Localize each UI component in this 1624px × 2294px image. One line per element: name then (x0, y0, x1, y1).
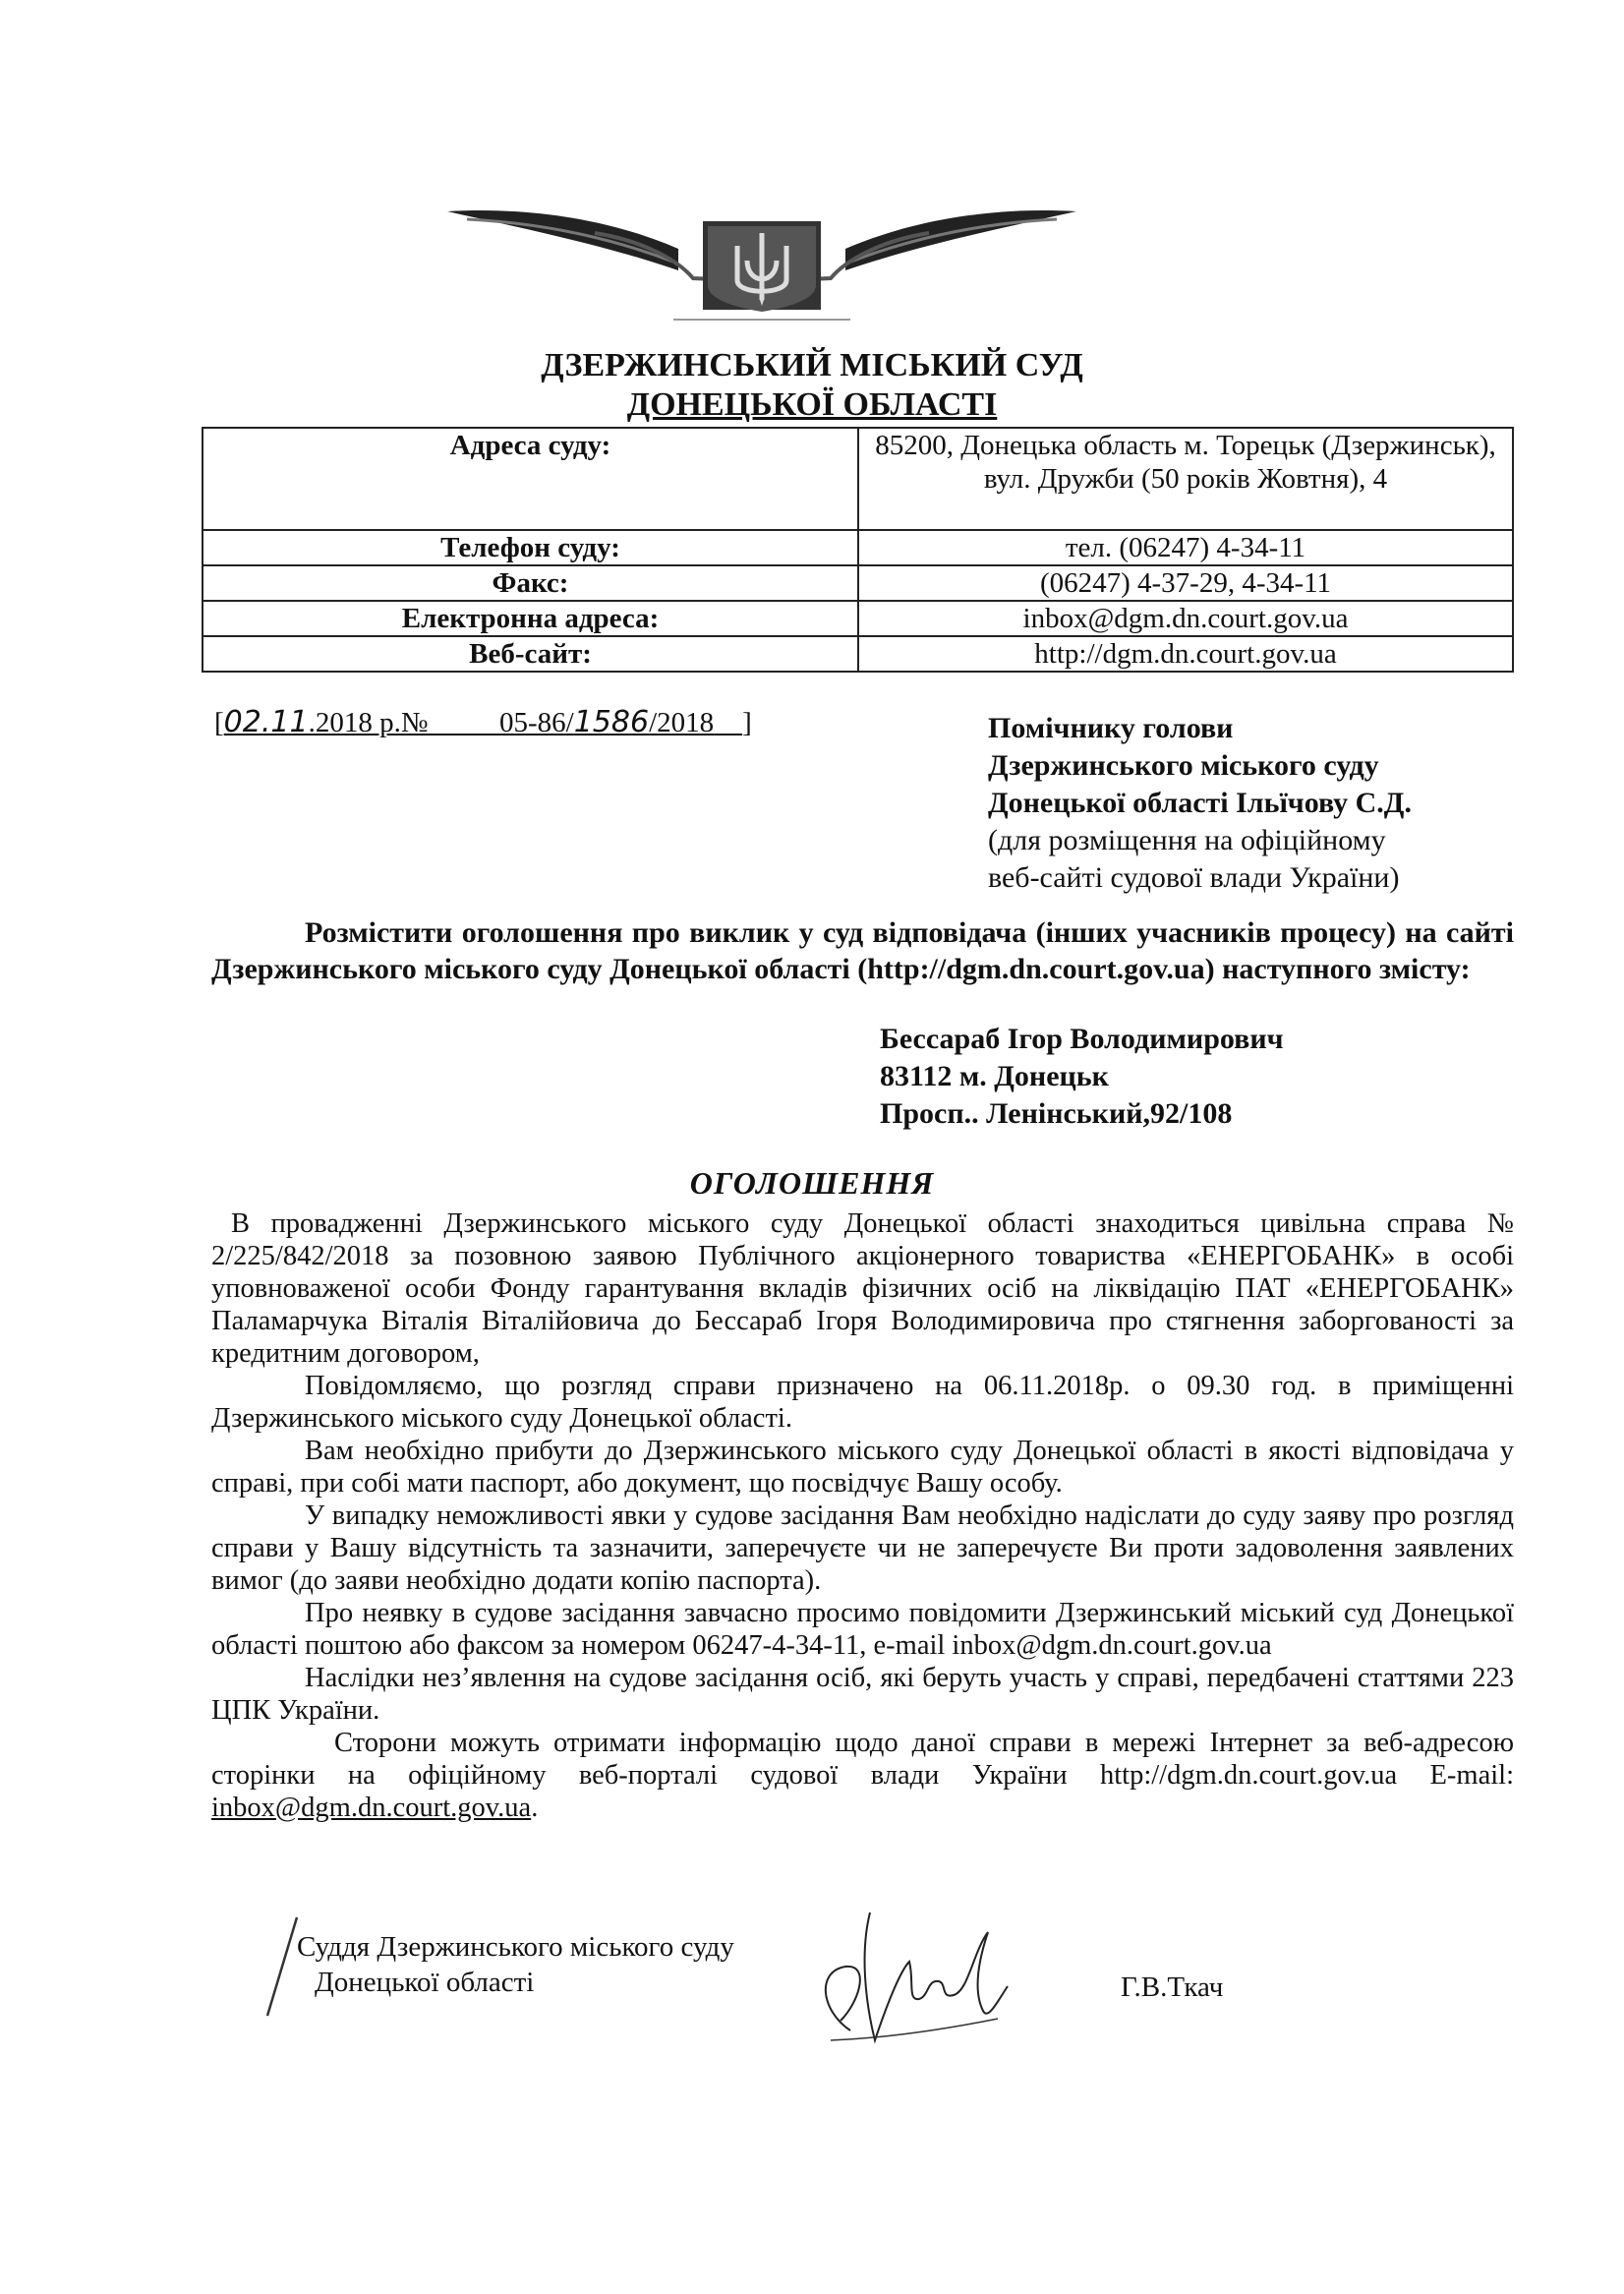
number-prefix: 05-86/ (498, 707, 574, 738)
recipient-block (988, 710, 1412, 897)
table-row (203, 565, 1513, 601)
addressee-name: Бессараб Ігор Володимирович (880, 1023, 1284, 1055)
court-emblem-logo (447, 202, 1076, 324)
addressee-block (880, 1021, 1284, 1133)
announcement-heading: ОГОЛОШЕННЯ (689, 1165, 935, 1201)
announcement-paragraph-3: Вам необхідно прибути до Дзержинського міського суду Донецької області в якості відповідача у справі, при собі мати паспорт, або документ, що посвідчує Вашу особу. (211, 1436, 1514, 1499)
website-value: http://dgm.dn.court.gov.ua (858, 636, 1513, 672)
recipient-line4: (для розміщення на офіційному (988, 824, 1386, 856)
addressee-city: 83112 м. Донецьк (880, 1060, 1109, 1092)
court-name-line1: ДЗЕРЖИНСЬКИЙ МІСЬКИЙ СУД (541, 347, 1083, 383)
bracket-close: ] (742, 707, 752, 738)
p7-end: . (531, 1793, 539, 1823)
email-label: Електронна адреса: (203, 601, 858, 636)
address-value: 85200, Донецька область м. Торецьк (Дзержинськ), вул. Дружби (50 років Жовтня), 4 (858, 428, 1513, 530)
announcement-paragraph-4: У випадку неможливості явки у судове засідання Вам необхідно надіслати до суду заяву про розгляд справи у Вашу відсутність та зазначити, заперечуєте чи не заперечуєте Ви проти задоволення заявлених вимог (до заяви необхідно додати копію паспорта). (211, 1500, 1514, 1596)
recipient-line3: Донецької області Ільїчову С.Д. (988, 787, 1412, 819)
email-value: inbox@dgm.dn.court.gov.ua (858, 601, 1513, 636)
recipient-line2: Дзержинського міського суду (988, 749, 1379, 782)
date-suffix: .2018 р.№ (308, 707, 429, 738)
table-row (203, 530, 1513, 565)
handwritten-number: 1586 (573, 705, 650, 739)
addressee-street: Просп.. Ленінський,92/108 (880, 1097, 1233, 1130)
signer-name: Г.В.Ткач (1121, 1971, 1224, 2003)
table-row (203, 428, 1513, 530)
p7-email-link[interactable]: inbox@dgm.dn.court.gov.ua (211, 1793, 532, 1823)
address-label: Адреса суду: (203, 428, 858, 530)
announcement-paragraph-1: В провадженні Дзержинського міського суду Донецької області знаходиться цивільна справа № 2/225/842/2018 за позовною заявою Публічного акціонерного товариства «ЕНЕРГОБАНК» в особі уповноваженої особи Фонду гарантування вкладів фізичних осіб на ліквідацію ПАТ «ЕНЕРГОБАНК» Паламарчука Віталія Віталійовича до Бессараб Ігоря Володимировича про стягнення заборгованості за кредитним договором, (211, 1208, 1514, 1369)
request-paragraph (211, 914, 1514, 987)
phone-label: Телефон суду: (203, 530, 858, 565)
recipient-line5: веб-сайті судової влади України) (988, 861, 1400, 894)
signature-title (297, 1929, 734, 2000)
court-name-line2: ДОНЕЦЬКОЇ ОБЛАСТІ (626, 386, 998, 423)
table-row (203, 636, 1513, 672)
court-contacts-table (202, 427, 1514, 673)
announcement-paragraph-6: Наслідки нез’явлення на судове засідання осіб, які беруть участь у справі, передбачені статтями 223 ЦПК України. (211, 1663, 1514, 1726)
fax-value: (06247) 4-37-29, 4-34-11 (858, 565, 1513, 601)
request-text-before: Розмістити оголошення про виклик у суд відповідача (інших учасників процесу) на сайті Дзержинського міського суду Донецької області ( (211, 916, 1514, 985)
request-link[interactable]: http://dgm.dn.court.gov.ua (867, 953, 1205, 985)
handwritten-signature (791, 1893, 1017, 2060)
signature-title-line2: Донецької області (315, 1967, 535, 1998)
request-text-after: ) наступного змісту: (1204, 953, 1471, 985)
outgoing-number (214, 705, 752, 740)
announcement-paragraph-5: Про неявку в судове засідання завчасно просимо повідомити Дзержинський міський суд Донецької області поштою або факсом за номером 06247-4-34-11, e-mail inbox@dgm.dn.court.gov.ua (211, 1598, 1514, 1661)
recipient-line1: Помічнику голови (988, 712, 1234, 744)
website-label: Веб-сайт: (203, 636, 858, 672)
signature-title-line1: Суддя Дзержинського міського суду (297, 1931, 734, 1963)
announcement-paragraph-7 (211, 1727, 1514, 1824)
announcement-body (211, 1207, 1514, 1824)
handwritten-date: 02.11 (223, 705, 309, 739)
table-row (203, 601, 1513, 636)
announcement-paragraph-2: Повідомляємо, що розгляд справи призначено на 06.11.2018р. о 09.30 год. в приміщенні Дзержинського міського суду Донецької області. (211, 1371, 1514, 1434)
phone-value: тел. (06247) 4-34-11 (858, 530, 1513, 565)
bracket-open: [ (214, 707, 224, 738)
number-suffix: /2018 (649, 707, 715, 738)
p7-text: Сторони можуть отримати інформацію щодо даної справи в мережі Інтернет за веб-адресою сторінки на офіційному веб-порталі судової влади України http://dgm.dn.court.gov.ua E-mail: (211, 1728, 1514, 1791)
fax-label: Факс: (203, 565, 858, 601)
